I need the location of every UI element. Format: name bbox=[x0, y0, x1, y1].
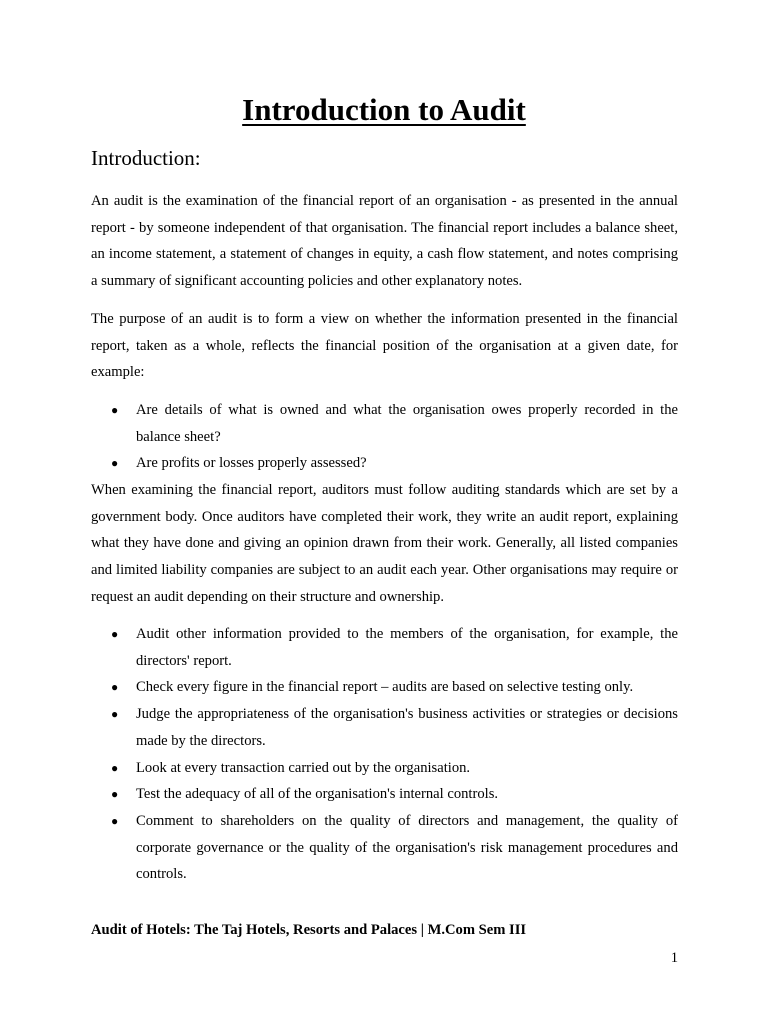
list-item bbox=[91, 397, 678, 450]
paragraph-1: An audit is the examination of the financial report of an organisation - as presented in the annual report - by someone independent of that organisation. The financial report includes a balance sheet, an income statement, a statement of changes in equity, a cash flow statement, and notes comprising a summary of significant accounting policies and other explanatory notes. bbox=[91, 193, 678, 290]
bullet-icon: ● bbox=[111, 813, 119, 828]
bullet-list-2 bbox=[91, 621, 678, 888]
paragraph-3: When examining the financial report, auditors must follow auditing standards which are set by a government body. Once auditors have completed their work, they write an audit report, explaining what they have done and giving an opinion drawn from their work. Generally, all listed companies and limited liability companies are subject to an audit each year. Other organisations may require or request an audit depending on their structure and ownership. bbox=[91, 482, 678, 605]
section-heading: Introduction: bbox=[91, 146, 201, 170]
list-item-text: Test the adequacy of all of the organisation's internal controls. bbox=[136, 786, 499, 803]
page-title: Introduction to Audit bbox=[242, 92, 526, 127]
list-item-text: Look at every transaction carried out by the organisation. bbox=[136, 759, 471, 776]
list-item bbox=[91, 808, 678, 888]
list-item-text: Audit other information provided to the members of the organisation, for example, the directors' report. bbox=[136, 626, 678, 669]
list-item-text: Are profits or losses properly assessed? bbox=[136, 455, 367, 472]
bullet-icon: ● bbox=[111, 680, 119, 695]
list-item-text: Judge the appropriateness of the organisation's business activities or strategies or decisions made by the directors. bbox=[136, 706, 678, 749]
list-item bbox=[91, 755, 678, 782]
list-item bbox=[91, 701, 678, 754]
bullet-list-1 bbox=[91, 397, 678, 477]
bullet-icon: ● bbox=[111, 760, 119, 775]
list-item bbox=[91, 674, 678, 701]
bullet-icon: ● bbox=[111, 627, 119, 641]
bullet-icon: ● bbox=[111, 787, 119, 802]
list-item-text: Comment to shareholders on the quality of directors and management, the quality of corporate governance or the quality of the organisation's risk management procedures and controls. bbox=[136, 812, 678, 883]
list-item bbox=[91, 781, 678, 808]
bullet-icon: ● bbox=[111, 707, 119, 722]
list-item bbox=[91, 450, 678, 477]
bullet-icon: ● bbox=[111, 403, 119, 417]
page-number: 1 bbox=[670, 950, 678, 966]
list-item-text: Check every figure in the financial report – audits are based on selective testing only. bbox=[136, 679, 634, 696]
list-item-text: Are details of what is owned and what the organisation owes properly recorded in the balance sheet? bbox=[136, 402, 678, 445]
paragraph-2: The purpose of an audit is to form a view on whether the information presented in the financial report, taken as a whole, reflects the financial position of the organisation at a given date, for example: bbox=[91, 311, 678, 381]
bullet-icon: ● bbox=[111, 456, 119, 471]
list-item bbox=[91, 621, 678, 674]
page-footer: Audit of Hotels: The Taj Hotels, Resorts and Palaces | M.Com Sem III bbox=[91, 922, 527, 938]
